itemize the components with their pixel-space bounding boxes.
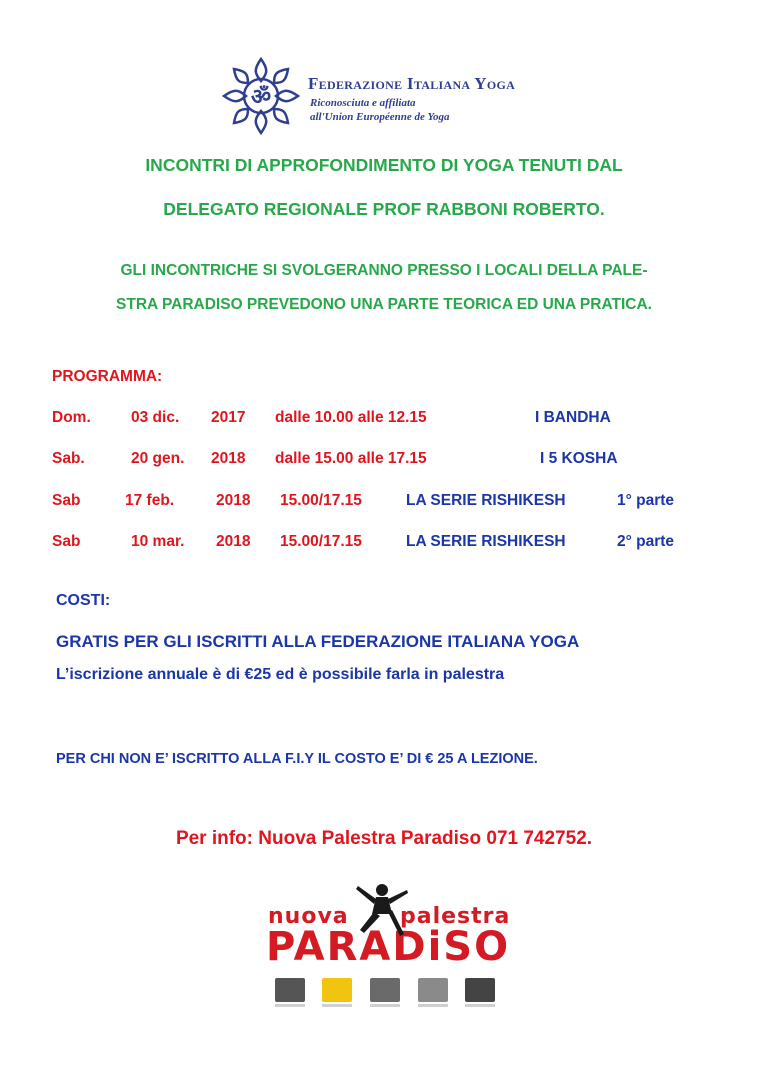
fiy-org-name: Federazione Italiana Yoga (308, 74, 516, 93)
row-topic: I 5 KOSHA (540, 450, 618, 467)
row-day: Sab. (52, 450, 85, 467)
logo-word-paradiso: PARADiSO (266, 924, 511, 970)
row-date: 17 feb. (125, 492, 175, 509)
badge-fitness-club (465, 978, 495, 1002)
info-line: Per info: Nuova Palestra Paradiso 071 742752. (175, 828, 593, 849)
badge-boxing-tribe (322, 978, 352, 1002)
badge-dance-school (370, 978, 400, 1002)
title-line-2: DELEGATO REGIONALE PROF RABBONI ROBERTO. (163, 199, 605, 219)
badge-racing-team (418, 978, 448, 1002)
costi-free-line: GRATIS PER GLI ISCRITTI ALLA FEDERAZIONE ITALIANA YOGA (56, 632, 580, 651)
row-part: 2° parte (617, 533, 675, 550)
row-date: 20 gen. (131, 450, 185, 467)
row-year: 2018 (211, 450, 246, 467)
row-day: Dom. (52, 409, 91, 426)
row-time: 15.00/17.15 (280, 533, 362, 550)
badge-caption (322, 1004, 352, 1007)
badge-caption (418, 1004, 448, 1007)
jumping-figure-icon (352, 880, 412, 942)
row-date: 10 mar. (131, 533, 185, 550)
row-year: 2018 (216, 492, 251, 509)
fiy-subtitle-2: all'Union Européenne de Yoga (310, 111, 450, 123)
badge-dance-group (275, 978, 305, 1002)
fiy-subtitle-1: Riconosciuta e affiliata (310, 97, 416, 109)
badge-caption (370, 1004, 400, 1007)
intro-line-1: GLI INCONTRICHE SI SVOLGERANNO PRESSO I LOCALI DELLA PALE- (120, 262, 648, 279)
row-topic: LA SERIE RISHIKESH (406, 533, 566, 550)
row-topic: I BANDHA (535, 409, 611, 426)
row-day: Sab (52, 533, 81, 550)
row-year: 2018 (216, 533, 251, 550)
intro-line-2: STRA PARADISO PREVEDONO UNA PARTE TEORICA ED UNA PRATICA. (116, 296, 652, 313)
row-part: 1° parte (617, 492, 675, 509)
badge-caption (465, 1004, 495, 1007)
row-time: 15.00/17.15 (280, 492, 362, 509)
badge-caption (275, 1004, 305, 1007)
costi-annual-line: L’iscrizione annuale è di €25 ed è possibile farla in palestra (56, 666, 505, 683)
costi-heading: COSTI: (56, 592, 111, 609)
fiy-lotus-om-logo (220, 55, 302, 137)
svg-text:ॐ: ॐ (250, 85, 272, 110)
logo-word-palestra: palestra (400, 904, 511, 929)
paradiso-logo (260, 880, 510, 1020)
logo-word-nuova: nuova (268, 904, 349, 929)
row-year: 2017 (211, 409, 246, 426)
programma-heading: PROGRAMMA: (52, 368, 163, 385)
title-line-1: INCONTRI DI APPROFONDIMENTO DI YOGA TENUTI DAL (145, 155, 623, 175)
row-topic: LA SERIE RISHIKESH (406, 492, 566, 509)
row-day: Sab (52, 492, 81, 509)
row-time: dalle 15.00 alle 17.15 (275, 450, 427, 467)
row-date: 03 dic. (131, 409, 180, 426)
row-time: dalle 10.00 alle 12.15 (275, 409, 427, 426)
costi-non-member-line: PER CHI NON E’ ISCRITTO ALLA F.I.Y IL COSTO E’ DI € 25 A LEZIONE. (56, 751, 538, 767)
